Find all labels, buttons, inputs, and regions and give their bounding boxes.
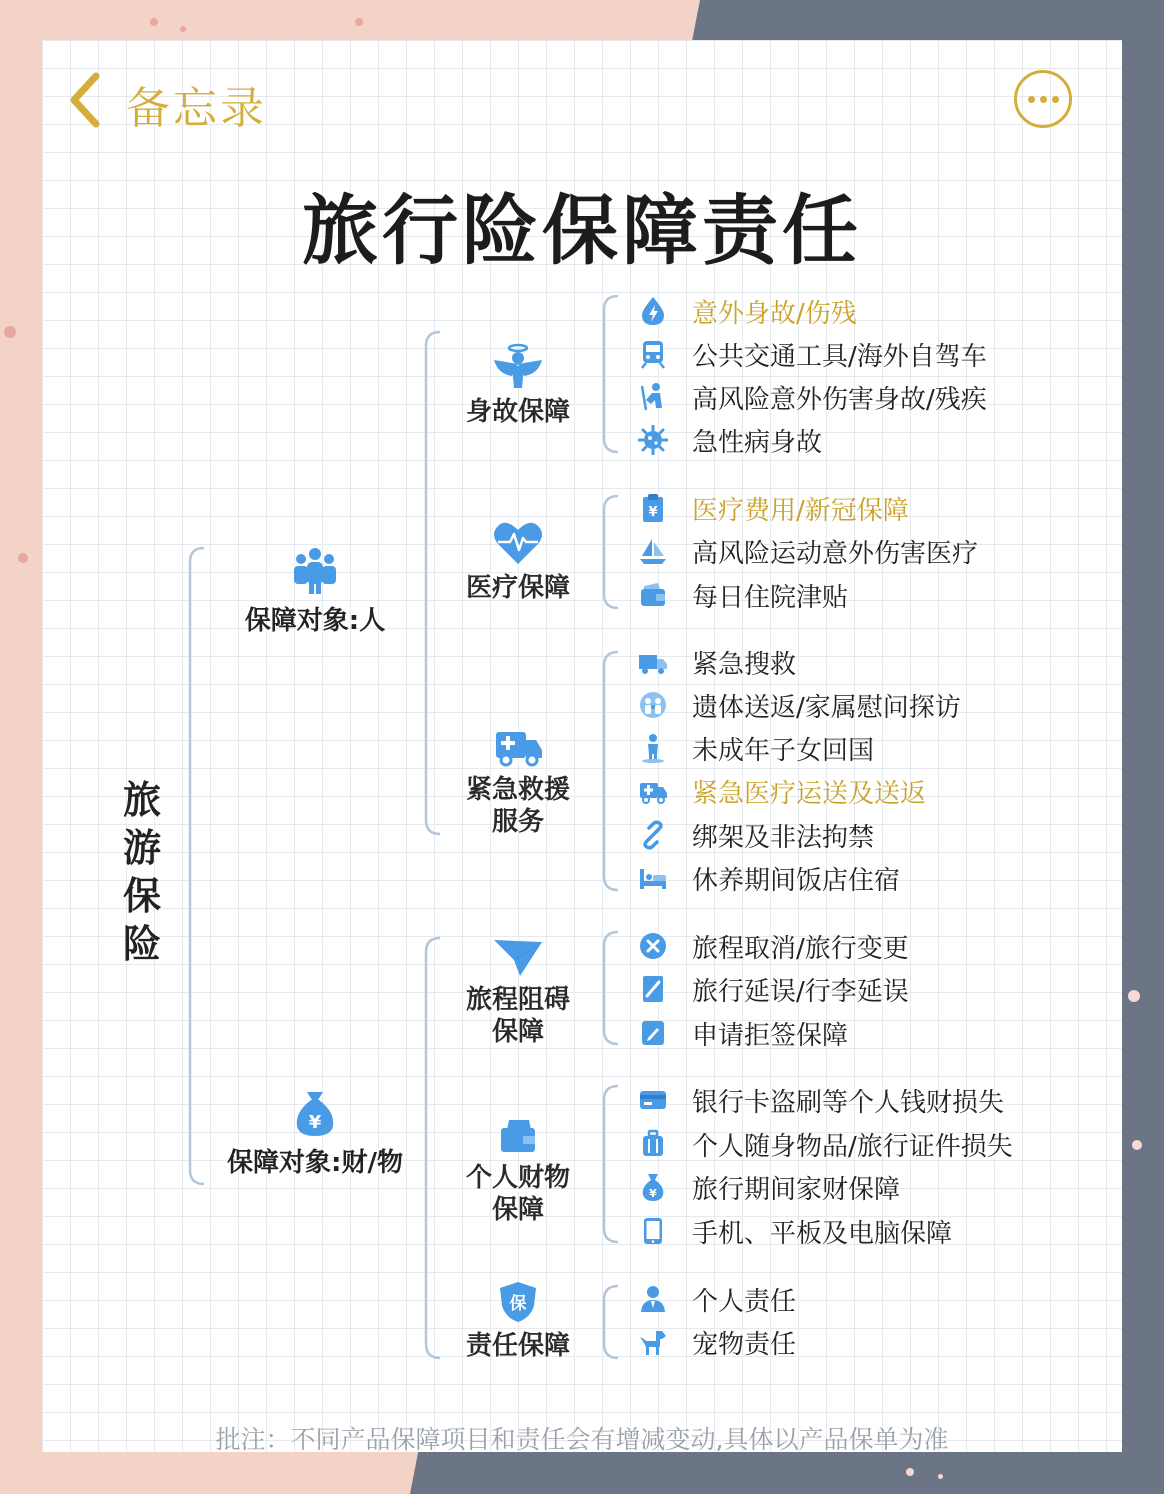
edit-doc-icon bbox=[638, 1018, 668, 1048]
decor-dot bbox=[1132, 1140, 1142, 1150]
link-icon bbox=[638, 820, 668, 850]
category-label: 医疗保障 bbox=[465, 573, 570, 603]
decor-dot bbox=[355, 18, 363, 26]
decor-dot bbox=[180, 26, 186, 32]
ambulance-small-icon bbox=[638, 776, 668, 806]
coverage-item-label: 急性病身故 bbox=[692, 427, 823, 458]
coverage-item-label: 申请拒签保障 bbox=[692, 1020, 849, 1051]
category-personal-property bbox=[452, 1116, 584, 1226]
coverage-item bbox=[638, 575, 848, 615]
people-group-icon bbox=[289, 544, 341, 596]
coverage-item bbox=[638, 728, 874, 768]
svg-text:¥: ¥ bbox=[308, 1112, 322, 1133]
group-people bbox=[220, 544, 410, 637]
coverage-item-label: 紧急医疗运送及送返 bbox=[692, 778, 927, 809]
paper-plane-icon bbox=[492, 936, 544, 978]
coverage-item-label: 宠物责任 bbox=[692, 1329, 797, 1360]
bed-icon bbox=[638, 863, 668, 893]
coverage-item-label: 旅行期间家财保障 bbox=[692, 1174, 901, 1205]
coverage-item bbox=[638, 642, 796, 682]
decor-dot bbox=[938, 1474, 943, 1479]
shield-text: 保 bbox=[509, 1294, 527, 1314]
category-label: 责任保障 bbox=[465, 1331, 570, 1361]
angel-icon bbox=[490, 342, 546, 390]
coverage-item bbox=[638, 858, 900, 898]
coverage-item bbox=[638, 1013, 848, 1053]
coverage-item-label: 高风险运动意外伤害医疗 bbox=[692, 538, 979, 569]
coverage-item-label: 意外身故/伤残 bbox=[692, 298, 857, 329]
memo-card bbox=[42, 40, 1122, 1452]
drop-bolt-icon bbox=[638, 296, 668, 326]
category-label: 个人财物 保障 bbox=[465, 1163, 570, 1225]
group-label: 保障对象:人 bbox=[244, 606, 386, 636]
coverage-item-label: 个人责任 bbox=[692, 1286, 797, 1317]
decor-dot bbox=[4, 326, 16, 338]
coverage-item bbox=[638, 1167, 900, 1207]
purse-icon bbox=[495, 1116, 541, 1156]
train-icon bbox=[638, 339, 668, 369]
virus-icon bbox=[638, 425, 668, 455]
category-medical-coverage bbox=[452, 520, 584, 604]
category-label: 旅程阻碍 保障 bbox=[465, 985, 570, 1047]
wallet-icon bbox=[638, 580, 668, 610]
svg-text:¥: ¥ bbox=[649, 1187, 657, 1200]
coverage-item-label: 绑架及非法拘禁 bbox=[692, 822, 875, 853]
decor-dot bbox=[1128, 990, 1140, 1002]
coverage-item bbox=[638, 377, 987, 417]
heart-pulse-icon bbox=[492, 520, 544, 566]
decor-dot bbox=[150, 18, 158, 26]
person-icon bbox=[638, 1284, 668, 1314]
clipboard-yuan-icon bbox=[638, 493, 668, 523]
footnote: 批注：不同产品保障项目和责任会有增减变动,具体以产品保单为准 bbox=[215, 1425, 949, 1452]
category-emergency-rescue bbox=[452, 726, 584, 838]
coverage-item bbox=[638, 685, 961, 725]
luggage-icon bbox=[638, 1129, 668, 1159]
coverage-item bbox=[638, 969, 909, 1009]
dog-icon bbox=[638, 1327, 668, 1357]
cancel-circle-icon bbox=[638, 931, 668, 961]
category-death-coverage bbox=[452, 342, 584, 428]
decor-dot bbox=[906, 1468, 914, 1476]
tablet-icon bbox=[638, 1216, 668, 1246]
decor-dot bbox=[18, 553, 28, 563]
coverage-item-label: 旅行延误/行李延误 bbox=[692, 976, 909, 1007]
coverage-item bbox=[638, 420, 822, 460]
bank-card-icon bbox=[638, 1085, 668, 1115]
coverage-item-label: 休养期间饭店住宿 bbox=[692, 865, 901, 896]
truck-icon bbox=[638, 647, 668, 677]
coverage-item bbox=[638, 926, 909, 966]
coverage-item-label: 高风险意外伤害身故/残疾 bbox=[692, 384, 987, 415]
ambulance-icon bbox=[492, 726, 544, 768]
money-bag-icon bbox=[289, 1086, 341, 1138]
coverage-item-label: 公共交通工具/海外自驾车 bbox=[692, 341, 987, 372]
coverage-item-label: 银行卡盗刷等个人钱财损失 bbox=[692, 1087, 1005, 1118]
coverage-item bbox=[638, 1279, 796, 1319]
coverage-item-label: 未成年子女回国 bbox=[692, 735, 875, 766]
category-trip-disruption bbox=[452, 936, 584, 1048]
page-title: 旅行险保障责任 bbox=[302, 186, 862, 275]
coverage-item-label: 紧急搜救 bbox=[692, 649, 797, 680]
group-label: 保障对象:财/物 bbox=[227, 1148, 403, 1178]
family-icon bbox=[638, 690, 668, 720]
coverage-item-label: 医疗费用/新冠保障 bbox=[692, 495, 909, 526]
coverage-item-label: 每日住院津贴 bbox=[692, 582, 849, 613]
svg-text:¥: ¥ bbox=[648, 505, 658, 520]
coverage-item bbox=[638, 291, 857, 331]
root-label-travel-insurance: 旅 游 保 险 bbox=[122, 778, 161, 966]
shield-bao-icon bbox=[498, 1280, 538, 1324]
coverage-item bbox=[638, 1211, 952, 1251]
coverage-item bbox=[638, 815, 874, 855]
climber-icon bbox=[638, 382, 668, 412]
back-label[interactable]: 备忘录 bbox=[126, 83, 267, 134]
delay-doc-icon bbox=[638, 974, 668, 1004]
money-pouch-icon bbox=[638, 1172, 668, 1202]
coverage-item bbox=[638, 531, 978, 571]
coverage-item bbox=[638, 1322, 796, 1362]
coverage-item bbox=[638, 771, 926, 811]
category-label: 紧急救援 服务 bbox=[465, 775, 570, 837]
coverage-item bbox=[638, 1124, 1013, 1164]
category-liability bbox=[452, 1280, 584, 1362]
coverage-item-label: 手机、平板及电脑保障 bbox=[692, 1218, 953, 1249]
coverage-item bbox=[638, 334, 987, 374]
coverage-item-label: 遗体送返/家属慰问探访 bbox=[692, 692, 961, 723]
child-icon bbox=[638, 733, 668, 763]
group-property bbox=[210, 1086, 420, 1179]
coverage-item-label: 旅程取消/旅行变更 bbox=[692, 933, 909, 964]
coverage-item-label: 个人随身物品/旅行证件损失 bbox=[692, 1131, 1013, 1162]
category-label: 身故保障 bbox=[465, 397, 570, 427]
coverage-item bbox=[638, 488, 909, 528]
coverage-item bbox=[638, 1080, 1004, 1120]
sailboat-icon bbox=[638, 536, 668, 566]
